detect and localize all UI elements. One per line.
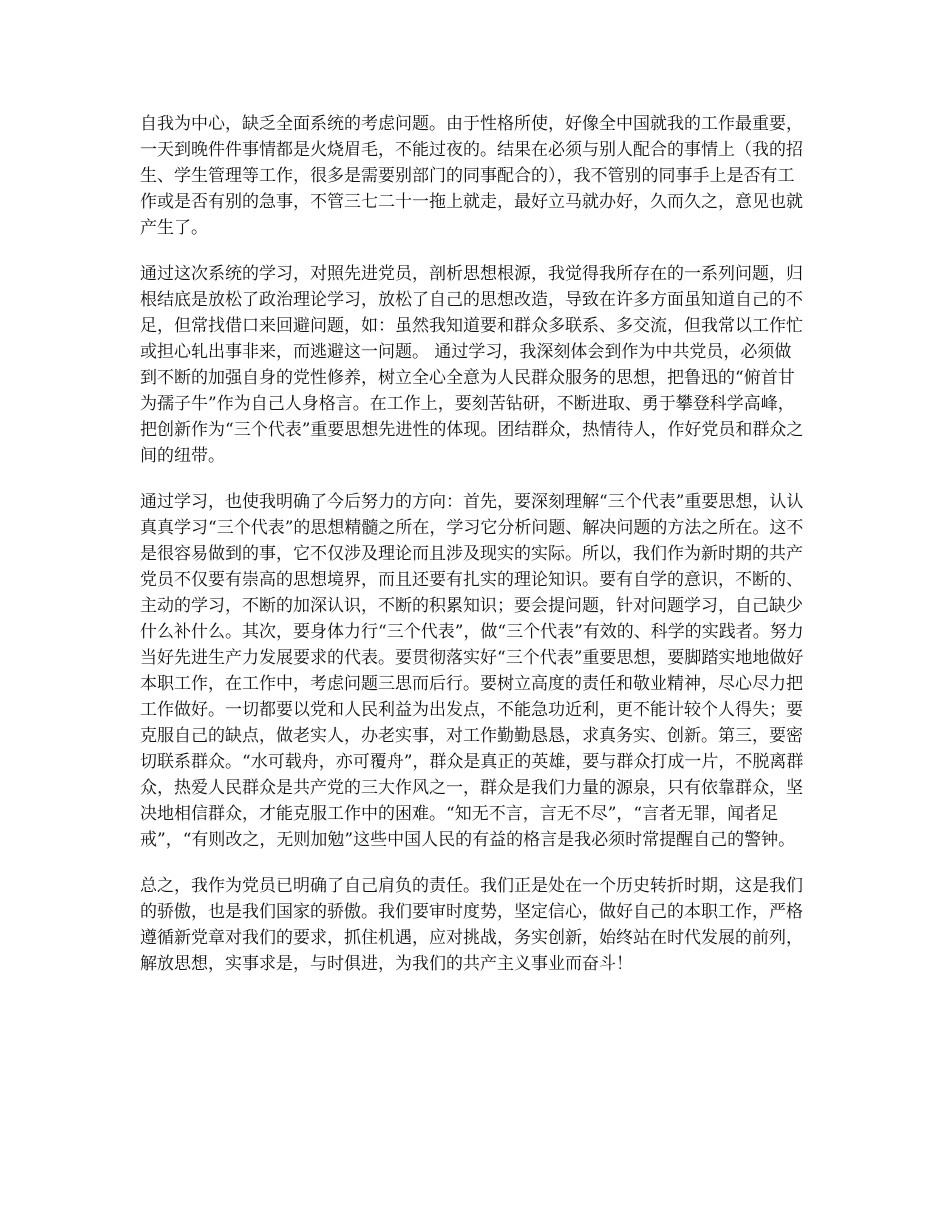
text-line: 产生了。	[140, 218, 208, 238]
document-body	[140, 111, 810, 997]
text-line: 遵循新党章对我们的要求，抓住机遇，应对挑战，务实创新，始终站在时代发展的前列，	[140, 928, 803, 948]
text-line: 通过这次系统的学习，对照先进党员，剖析思想根源，我觉得我所存在的一系列问题，归	[140, 264, 803, 284]
paragraph-1	[140, 111, 810, 241]
text-line: 工作做好。一切都要以党和人民利益为出发点，不能急功近利，更不能计较个人得失；要	[140, 700, 803, 720]
text-line: 或担心轧出事非来，而逃避这一问题。 通过学习，我深刻体会到作为中共党员，必须做	[140, 342, 792, 362]
text-line: 本职工作，在工作中，考虑问题三思而后行。要树立高度的责任和敬业精神，尽心尽力把	[140, 674, 803, 694]
text-line: 党员不仅要有崇高的思想境界，而且还要有扎实的理论知识。要有自学的意识，不断的、	[140, 570, 803, 590]
text-line: 足，但常找借口来回避问题，如：虽然我知道要和群众多联系、多交流，但我常以工作忙	[140, 316, 803, 336]
text-line: 是很容易做到的事，它不仅涉及理论而且涉及现实的实际。所以，我们作为新时期的共产	[140, 544, 803, 564]
text-line: 作或是否有别的急事，不管三七二十一拖上就走，最好立马就办好，久而久之，意见也就	[140, 192, 803, 212]
text-line: 生、学生管理等工作，很多是需要别部门的同事配合的），我不管别的同事手上是否有工	[140, 166, 795, 186]
text-line: 把创新作为“三个代表”重要思想先进性的体现。团结群众，热情待人，作好党员和群众之	[140, 420, 804, 440]
text-line: 克服自己的缺点，做老实人，办老实事，对工作勤勤恳恳，求真务实、创新。第三，要密	[140, 726, 803, 746]
paragraph-4	[140, 873, 810, 977]
text-line: 根结底是放松了政治理论学习，放松了自己的思想改造，导致在许多方面虽知道自己的不	[140, 290, 803, 310]
text-line: 真真学习“三个代表”的思想精髓之所在，学习它分析问题、解决问题的方法之所在。这不	[140, 518, 804, 538]
text-line: 间的纽带。	[140, 446, 225, 466]
text-line: 自我为中心，缺乏全面系统的考虑问题。由于性格所使，好像全中国就我的工作最重要，	[140, 114, 803, 134]
text-line: 的骄傲，也是我们国家的骄傲。我们要审时度势，坚定信心，做好自己的本职工作，严格	[140, 902, 803, 922]
text-line: 主动的学习，不断的加深认识，不断的积累知识；要会提问题，针对问题学习，自己缺少	[140, 596, 803, 616]
text-line: 通过学习，也使我明确了今后努力的方向：首先，要深刻理解“三个代表”重要思想，认认	[140, 492, 804, 512]
text-line: 切联系群众。“水可载舟，亦可覆舟”，群众是真正的英雄，要与群众打成一片，不脱离群	[140, 752, 804, 772]
text-line: 众，热爱人民群众是共产党的三大作风之一，群众是我们力量的源泉，只有依靠群众，坚	[140, 778, 803, 798]
text-line: 为孺子牛”作为自己人身格言。在工作上，要刻苦钻研，不断进取、勇于攀登科学高峰，	[140, 394, 795, 414]
text-line: 戒”，“有则改之，无则加勉”这些中国人民的有益的格言是我必须时常提醒自己的警钟。	[140, 830, 796, 850]
text-line: 到不断的加强自身的党性修养，树立全心全意为人民群众服务的思想，把鲁迅的“俯首甘	[140, 368, 795, 388]
text-line: 一天到晚件件事情都是火烧眉毛，不能过夜的。结果在必须与别人配合的事情上（我的招	[140, 140, 803, 160]
paragraph-2	[140, 261, 810, 469]
text-line: 什么补什么。其次，要身体力行“三个代表”，做“三个代表”有效的、科学的实践者。努力	[140, 622, 804, 642]
paragraph-3	[140, 489, 810, 853]
text-line: 当好先进生产力发展要求的代表。要贯彻落实好“三个代表”重要思想，要脚踏实地地做好	[140, 648, 804, 668]
text-line: 决地相信群众，才能克服工作中的困难。“知无不言，言无不尽”，“言者无罪，闻者足	[140, 804, 779, 824]
text-line: 总之，我作为党员已明确了自己肩负的责任。我们正是处在一个历史转折时期，这是我们	[140, 876, 803, 896]
text-line: 解放思想，实事求是，与时俱进，为我们的共产主义事业而奋斗！	[140, 954, 633, 974]
